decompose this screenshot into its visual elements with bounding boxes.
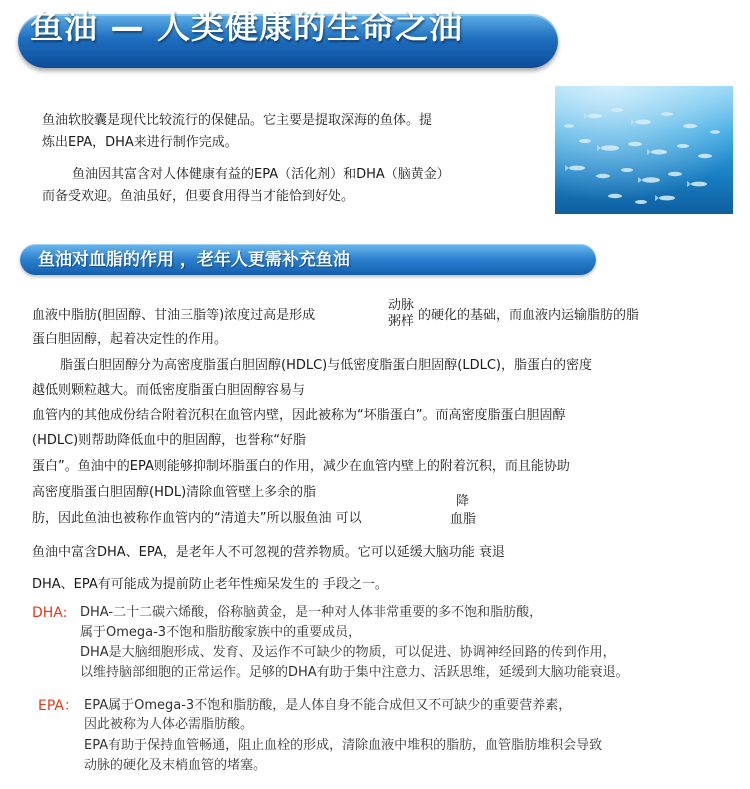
page-title: 鱼油 — 人类健康的生命之油	[30, 7, 463, 46]
dha-line: 以维持脑部细胞的正常运作。足够的DHA有助于集中注意力、活跃思维，延缓到大脑功能衰退。	[80, 665, 629, 680]
body-line9-pre: 肪，因此鱼油也被称作血管内的“清道夫”所以服鱼油 可以	[32, 511, 362, 526]
body-line4: 越低则颗粒越大。而低密度脂蛋白胆固醇容易与	[32, 383, 306, 398]
epa-line: EPA有助于保持血管畅通，阻止血栓的形成，清除血液中堆积的脂肪，血管脂肪堆积会导致	[84, 738, 603, 753]
dha-line: DHA是大脑细胞形成、发育、及运作不可缺少的物质，可以促进、协调神经回路的传到作用，	[80, 645, 616, 660]
epa-label: EPA：	[38, 698, 78, 714]
body-line8: 高密度脂蛋白胆固醇(HDL)清除血管壁上多余的脂	[32, 485, 317, 500]
dha-label: DHA:	[32, 605, 68, 621]
body-line3: 脂蛋白胆固醇分为高密度脂蛋白胆固醇(HDLC)与低密度脂蛋白胆固醇(LDLC)，脂蛋白的密度	[60, 358, 592, 373]
body-line1-stack-top: 动脉	[388, 298, 415, 313]
body-line1-stack-bottom: 粥样	[388, 314, 415, 329]
body-line5: 血管内的其他成份结合附着沉积在血管内壁，因此被称为“坏脂蛋白”。而高密度脂蛋白胆固醇	[32, 408, 566, 423]
body-line1-pre: 血液中脂肪(胆固醇、甘油三脂等)浓度过高是形成	[32, 308, 316, 323]
elderly-line1: 鱼油中富含DHA、EPA，是老年人不可忽视的营养物质。它可以延缓大脑功能 衰退	[32, 545, 505, 560]
section-title: 鱼油对血脂的作用 ，老年人更需补充鱼油	[38, 250, 350, 270]
ocean-fish-photo	[555, 86, 733, 214]
body-line7: 蛋白”。鱼油中的EPA则能够抑制坏脂蛋白的作用，减少在血管内壁上的附着沉积，而且能协助	[32, 459, 570, 474]
intro-para1-line1: 鱼油软胶囊是现代比较流行的保健品。它主要是提取深海的鱼体。提	[42, 113, 433, 128]
body-line9-stack-top: 降	[456, 494, 470, 509]
epa-line: 动脉的硬化及末梢血管的堵塞。	[84, 758, 267, 773]
intro-para2-line1: 鱼油因其富含对人体健康有益的EPA（活化剂）和DHA（脑黄金）	[72, 167, 450, 182]
fish-school-icon	[555, 86, 733, 214]
body-line9-stack-bottom: 血脂	[450, 512, 477, 527]
dha-line: DHA-二十二碳六烯酸，俗称脑黄金，是一种对人体非常重要的多不饱和脂肪酸，	[80, 605, 543, 620]
epa-line: EPA属于Omega-3不饱和脂肪酸，是人体自身不能合成但又不可缺少的重要营养素，	[84, 698, 572, 713]
intro-para2-line2: 而备受欢迎。鱼油虽好，但要食用得当才能恰到好处。	[42, 189, 355, 204]
body-line6: (HDLC)则帮助降低血中的胆固醇，也誉称“好脂	[32, 433, 306, 448]
intro-para1-line2: 炼出EPA，DHA来进行制作完成。	[42, 135, 238, 150]
body-line2: 蛋白胆固醇，起着决定性的作用。	[32, 332, 228, 347]
body-line1-post: 的硬化的基础，而血液内运输脂肪的脂	[418, 308, 640, 323]
epa-line: 因此被称为人体必需脂肪酸。	[84, 717, 254, 732]
elderly-line2: DHA、EPA有可能成为提前防止老年性痴呆发生的 手段之一。	[32, 577, 388, 592]
dha-line: 属于Omega-3不饱和脂肪酸家族中的重要成员，	[80, 625, 362, 640]
